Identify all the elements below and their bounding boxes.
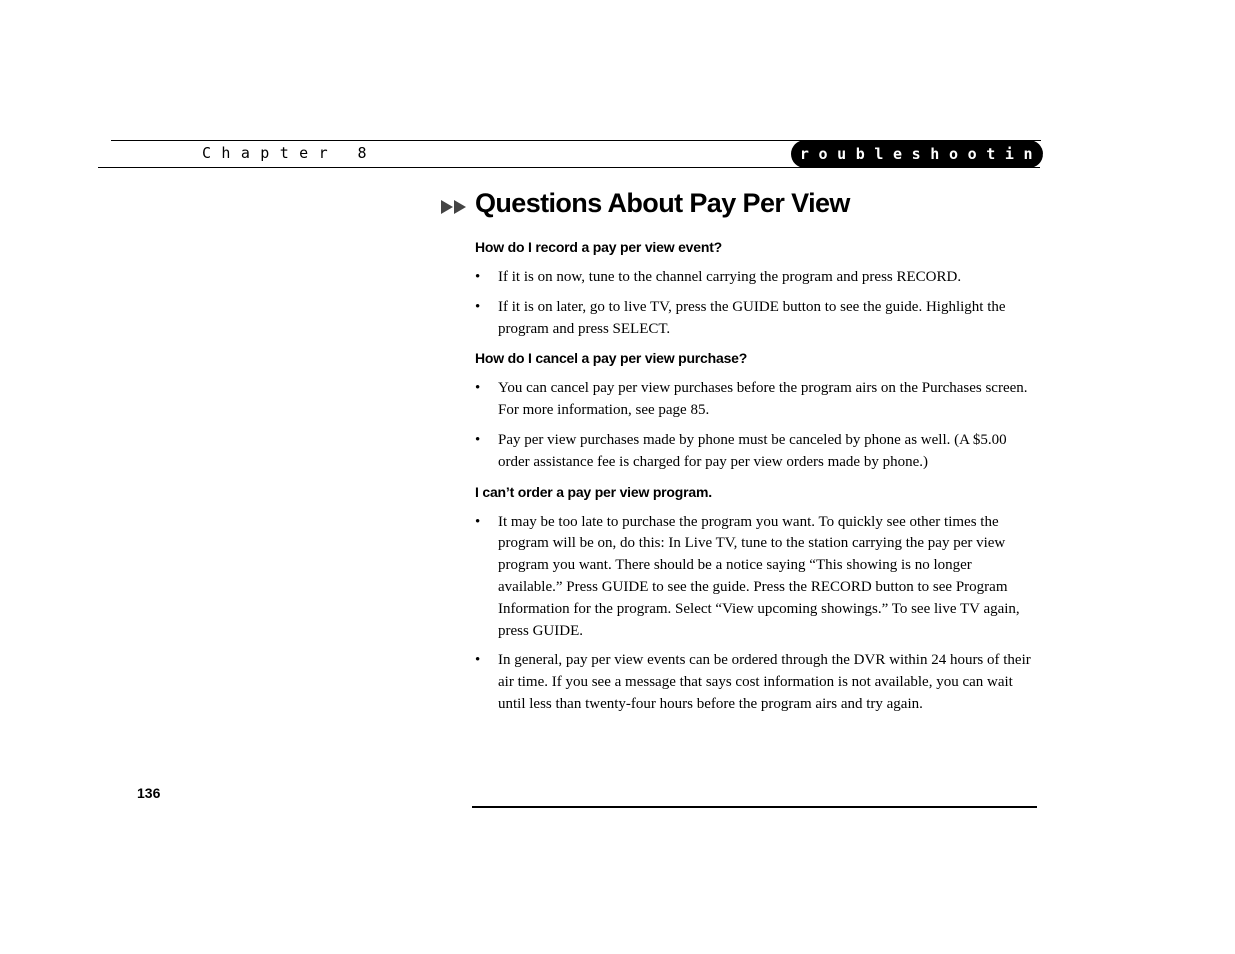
bullet: • [475, 431, 481, 448]
answer-list [475, 378, 1037, 473]
bullet: • [475, 652, 481, 669]
answer-item [475, 297, 1037, 341]
bullet: • [475, 380, 481, 397]
answer-item [475, 512, 1037, 643]
chapter-label: Chapter 8 [202, 144, 377, 162]
bullet: • [475, 298, 481, 315]
answer-list [475, 267, 1037, 340]
section-label: Troubleshooting [781, 145, 1061, 163]
answer-item [475, 430, 1037, 474]
page-number: 136 [137, 785, 161, 801]
answer-text: It may be too late to purchase the program you want. To quickly see other times the program will be on, do this: In Live TV, tune to the station carrying the pay per view program you want. There should be a notice saying “This showing is no longer available.” Press GUIDE to see the guide. Press the RECORD button to see Program Information for the program. Select “View upcoming showings.” To see live TV again, press GUIDE. [498, 513, 1020, 639]
answer-list [475, 512, 1037, 716]
faq-item [475, 482, 1037, 716]
answer-text: In general, pay per view events can be ordered through the DVR within 24 hours of their air time. If you see a message that says cost information is not available, you can wait until less than twenty-four hours before the program airs and try again. [498, 652, 1031, 712]
footer-rule [472, 806, 1037, 808]
faq-question: I can’t order a pay per view program. [475, 483, 712, 500]
bullet: • [475, 269, 481, 285]
bullet: • [475, 513, 481, 530]
faq-question: How do I cancel a pay per view purchase? [475, 350, 748, 367]
section-tab [781, 140, 1061, 168]
page-title: Questions About Pay Per View [475, 188, 850, 218]
faq-section [475, 237, 1037, 724]
answer-item [475, 267, 1037, 289]
answer-text: You can cancel pay per view purchases before the program airs on the Purchases screen. For more information, see page 85. [498, 380, 1028, 419]
answer-text: If it is on now, tune to the channel carrying the program and press RECORD. [498, 269, 962, 285]
answer-item [475, 378, 1037, 422]
answer-text: If it is on later, go to live TV, press the GUIDE button to see the guide. Highlight the program and press SELECT. [498, 298, 1006, 337]
double-arrow-icon [441, 200, 467, 214]
faq-question: How do I record a pay per view event? [475, 239, 723, 255]
faq-item [475, 348, 1037, 473]
faq-item [475, 237, 1037, 340]
answer-text: Pay per view purchases made by phone must be canceled by phone as well. (A $5.00 order assistance fee is charged for pay per view orders made by phone.) [498, 431, 1007, 470]
answer-item [475, 650, 1037, 715]
